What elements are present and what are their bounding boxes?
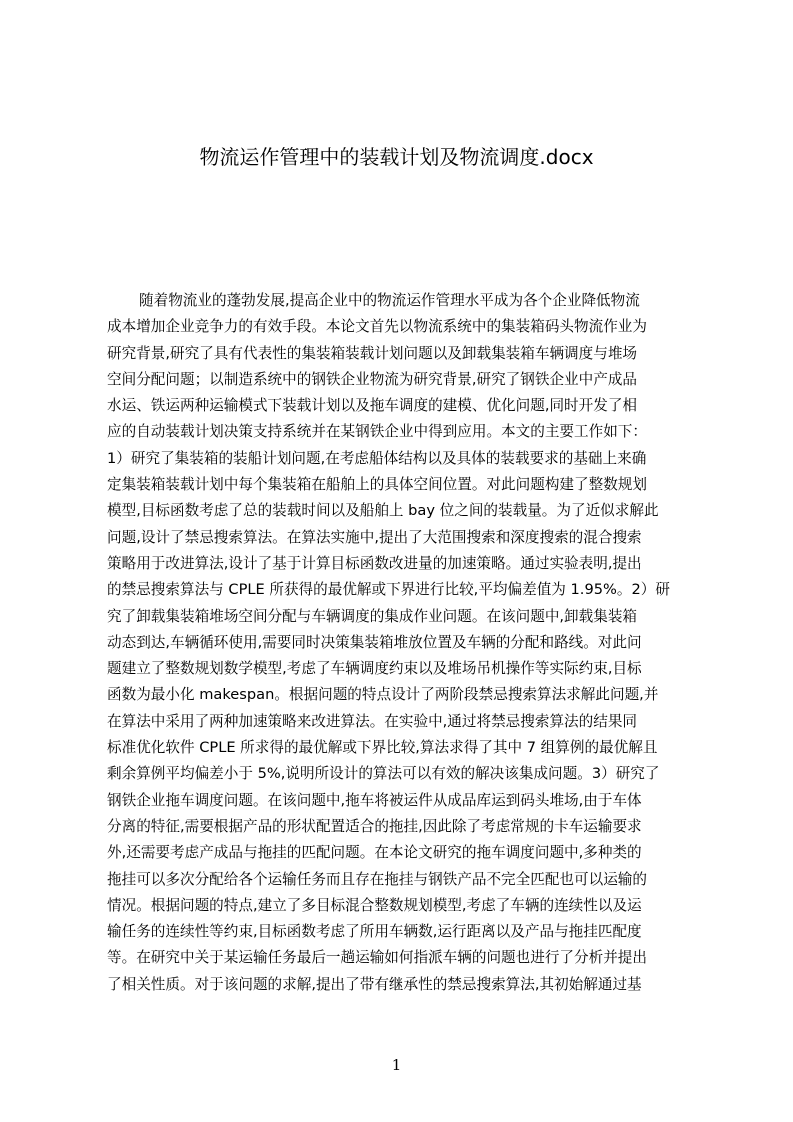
text-line: 模型,目标函数考虑了总的装载时间以及船舶上 bay 位之间的装载量。为了近似求解此 [107,502,659,520]
text-line: 成本增加企业竞争力的有效手段。本论文首先以物流系统中的集装箱码头物流作业为 [107,318,647,336]
text-line: 外,还需要考虑产成品与拖挂的匹配问题。在本论文研究的拖车调度问题中,多种类的 [107,844,642,862]
text-line: 等。在研究中关于某运输任务最后一趟运输如何指派车辆的问题也进行了分析并提出 [107,949,647,967]
text-line: 标准优化软件 CPLE 所求得的最优解或下界比较,算法求得了其中 7 组算例的最优解且 [107,739,658,757]
text-line: 研究背景,研究了具有代表性的集装箱装载计划问题以及卸载集装箱车辆调度与堆场 [107,344,638,362]
text-line: 钢铁企业拖车调度问题。在该问题中,拖车将被运件从成品库运到码头堆场,由于车体 [107,791,642,809]
text-line: 空间分配问题；以制造系统中的钢铁企业物流为研究背景,研究了钢铁企业中产成品 [107,370,638,388]
text-line: 的禁忌搜索算法与 CPLE 所获得的最优解或下界进行比较,平均偏差值为 1.95%。2）研 [107,581,670,599]
text-line: 1）研究了集装箱的装船计划问题,在考虑船体结构以及具体的装载要求的基础上来确 [107,449,647,467]
text-line: 情况。根据问题的特点,建立了多目标混合整数规划模型,考虑了车辆的连续性以及运 [107,896,642,914]
text-line: 应的自动装载计划决策支持系统并在某钢铁企业中得到应用。本文的主要工作如下： [107,423,647,441]
text-line: 究了卸载集装箱堆场空间分配与车辆调度的集成作业问题。在该问题中,卸载集装箱 [107,607,638,625]
text-line: 随着物流业的蓬勃发展,提高企业中的物流运作管理水平成为各个企业降低物流 [139,292,640,309]
text-line: 问题,设计了禁忌搜索算法。在算法实施中,提出了大范围搜索和深度搜索的混合搜索 [107,528,642,546]
body-paragraph [107,288,699,998]
text-line: 剩余算例平均偏差小于 5%,说明所设计的算法可以有效的解决该集成问题。3）研究了 [107,765,660,783]
text-line: 策略用于改进算法,设计了基于计算目标函数改进量的加速策略。通过实验表明,提出 [107,554,642,572]
text-line: 了相关性质。对于该问题的求解,提出了带有继承性的禁忌搜索算法,其初始解通过基 [107,975,642,993]
text-line: 动态到达,车辆循环使用,需要同时决策集装箱堆放位置及车辆的分配和路线。对此问 [107,633,642,651]
text-line: 题建立了整数规划数学模型,考虑了车辆调度约束以及堆场吊机操作等实际约束,目标 [107,660,642,678]
text-line: 水运、铁运两种运输模式下装载计划以及拖车调度的建模、优化问题,同时开发了相 [107,397,638,415]
text-line: 拖挂可以多次分配给各个运输任务而且存在拖挂与钢铁产品不完全匹配也可以运输的 [107,870,647,888]
page-number: 1 [391,1056,402,1074]
text-line: 函数为最小化 makespan。根据问题的特点设计了两阶段禁忌搜索算法求解此问题,并 [107,686,659,704]
text-line: 定集装箱装载计划中每个集装箱在船舶上的具体空间位置。对此问题构建了整数规划 [107,476,647,494]
text-line: 输任务的连续性等约束,目标函数考虑了所用车辆数,运行距离以及产品与拖挂匹配度 [107,923,642,941]
text-line: 在算法中采用了两种加速策略来改进算法。在实验中,通过将禁忌搜索算法的结果同 [107,712,638,730]
document-title: 物流运作管理中的装载计划及物流调度.docx [199,145,594,169]
text-line: 分离的特征,需要根据产品的形状配置适合的拖挂,因此除了考虑常规的卡车运输要求 [107,817,642,835]
